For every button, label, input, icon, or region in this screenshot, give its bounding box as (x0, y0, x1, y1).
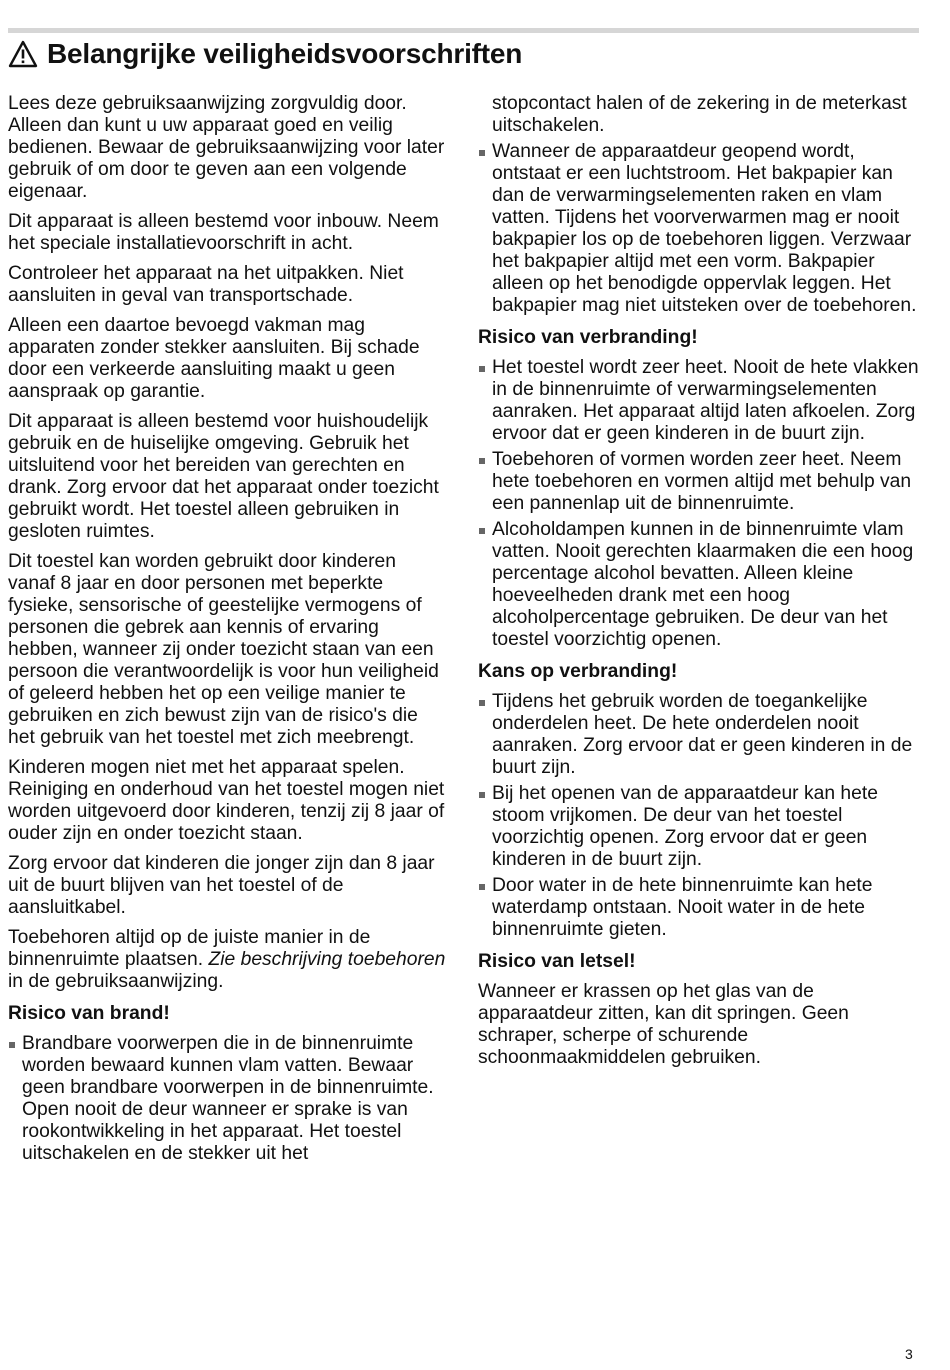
paragraph: Controleer het apparaat na het uitpakken. Niet aansluiten in geval van transportschade. (8, 263, 404, 306)
list-item-text: Wanneer de apparaatdeur geopend wordt, ontstaat er een luchtstroom. Het bakpapier kan dan de verwarmingselementen raken en vlam vatten. Tijdens het voorverwarmen mag er nooit bakpapier los op de toebehoren liggen. Verzwaar het bakpapier altijd met een vorm. Bakpapier alleen op het benodigde oppervlak leggen. Het bakpapier mag niet uitsteken over de toebehoren. (492, 141, 917, 316)
square-bullet-icon (479, 792, 485, 798)
list-item-text: Het toestel wordt zeer heet. Nooit de hete vlakken in de binnenruimte of verwarmingselementen aanraken. Het apparaat altijd laten afkoelen. Zorg ervoor dat er geen kinderen in de buurt zijn. (492, 357, 919, 444)
paragraph: Dit apparaat is alleen bestemd voor inbouw. Neem het speciale installatievoorschrift in acht. (8, 211, 439, 254)
page-number: 3 (905, 1346, 913, 1362)
paragraph: Zorg ervoor dat kinderen die jonger zijn dan 8 jaar uit de buurt blijven van het toestel of de aansluitkabel. (8, 853, 435, 918)
bullet-list-kans (478, 691, 919, 941)
paragraph: Dit toestel kan worden gebruikt door kinderen vanaf 8 jaar en door personen met beperkte fysieke, sensorische of geestelijke vermogens of personen die gebrek aan kennis of ervaring hebben, wanneer zij onder toezicht staan van een persoon die verantwoordelijk is voor hun veiligheid of geleerd hebben het op een veilige manier te gebruiken en zich bewust zijn van de risico's die het gebruik van het toestel met zich meebrengt. (8, 551, 439, 748)
square-bullet-icon (479, 150, 485, 156)
paragraph: Lees deze gebruiksaanwijzing zorgvuldig door. Alleen dan kunt u uw apparaat goed en veilig bedienen. Bewaar de gebruiksaanwijzing voor later gebruik of om door te geven aan een volgende eigenaar. (8, 93, 445, 202)
square-bullet-icon (479, 528, 485, 534)
paragraph-text: Toebehoren altijd op de juiste manier in de binnenruimte plaatsen. (8, 927, 371, 970)
bullet-list-brand-cont (478, 141, 919, 317)
list-item (8, 1033, 446, 1165)
warning-triangle-icon (8, 40, 38, 68)
paragraph-text: in de gebruiksaanwijzing. (8, 971, 224, 992)
square-bullet-icon (479, 700, 485, 706)
page-title-text: Belangrijke veiligheidsvoorschriften (47, 38, 523, 69)
list-item-continuation: stopcontact halen of de zekering in de meterkast uitschakelen. (492, 93, 907, 136)
paragraph-accessories (8, 927, 446, 993)
section-heading-verbranding: Risico van verbranding! (478, 327, 698, 348)
square-bullet-icon (479, 458, 485, 464)
paragraph: Wanneer er krassen op het glas van de apparaatdeur zitten, kan dit springen. Geen schraper, scherpe of schurende schoonmaakmiddelen gebruiken. (478, 981, 849, 1068)
list-item (478, 875, 919, 941)
list-item (478, 519, 919, 651)
square-bullet-icon (479, 884, 485, 890)
section-heading-kans: Kans op verbranding! (478, 661, 678, 682)
list-item-text: Bij het openen van de apparaatdeur kan hete stoom vrijkomen. De deur van het toestel voorzichtig openen. Zorg ervoor dat er geen kinderen in de buurt zijn. (492, 783, 878, 870)
list-item-text: Door water in de hete binnenruimte kan hete waterdamp ontstaan. Nooit water in de hete binnenruimte gieten. (492, 875, 873, 940)
paragraph: Alleen een daartoe bevoegd vakman mag apparaten zonder stekker aansluiten. Bij schade door een verkeerde aansluiting maakt u geen aanspraak op garantie. (8, 315, 420, 402)
bullet-list-brand (8, 1033, 446, 1165)
list-item (478, 141, 919, 317)
section-heading-letsel: Risico van letsel! (478, 951, 636, 972)
bullet-list-verbranding (478, 357, 919, 651)
list-item (478, 691, 919, 779)
right-column (478, 93, 919, 1077)
list-item-text: Brandbare voorwerpen die in de binnenruimte worden bewaard kunnen vlam vatten. Bewaar geen brandbare voorwerpen in de binnenruimte. Open nooit de deur wanneer er sprake is van rookontwikkeling in het apparaat. Het toestel uitschakelen en de stekker uit het (22, 1033, 434, 1164)
list-item-text: Toebehoren of vormen worden zeer heet. Neem hete toebehoren en vormen altijd met behulp van een pannenlap uit de binnenruimte. (492, 449, 912, 514)
list-item (478, 783, 919, 871)
section-heading-brand: Risico van brand! (8, 1003, 170, 1024)
square-bullet-icon (479, 366, 485, 372)
list-item (478, 357, 919, 445)
list-item-text: Alcoholdampen kunnen in de binnenruimte vlam vatten. Nooit gerechten klaarmaken die een hoog percentage alcohol bevatten. Alleen kleine hoeveelheden drank met een hoog alcoholpercentage gebruiken. De deur van het toestel voorzichtig openen. (492, 519, 914, 650)
square-bullet-icon (9, 1042, 15, 1048)
list-item (478, 449, 919, 515)
page-title (8, 36, 919, 72)
left-column (8, 93, 446, 1173)
paragraph: Dit apparaat is alleen bestemd voor huishoudelijk gebruik en de huiselijke omgeving. Gebruik het uitsluitend voor het bereiden van gerechten en drank. Zorg ervoor dat het apparaat onder toezicht gebruikt wordt. Het toestel alleen gebruiken in gesloten ruimtes. (8, 411, 439, 542)
header-rule (8, 28, 919, 33)
paragraph: Kinderen mogen niet met het apparaat spelen. Reiniging en onderhoud van het toestel mogen niet worden uitgevoerd door kinderen, tenzij zij 8 jaar of ouder zijn en onder toezicht staan. (8, 757, 445, 844)
cross-reference: Zie beschrijving toebehoren (208, 949, 446, 970)
list-item-text: Tijdens het gebruik worden de toegankelijke onderdelen heet. De hete onderdelen nooit aanraken. Zorg ervoor dat er geen kinderen in de buurt zijn. (492, 691, 913, 778)
